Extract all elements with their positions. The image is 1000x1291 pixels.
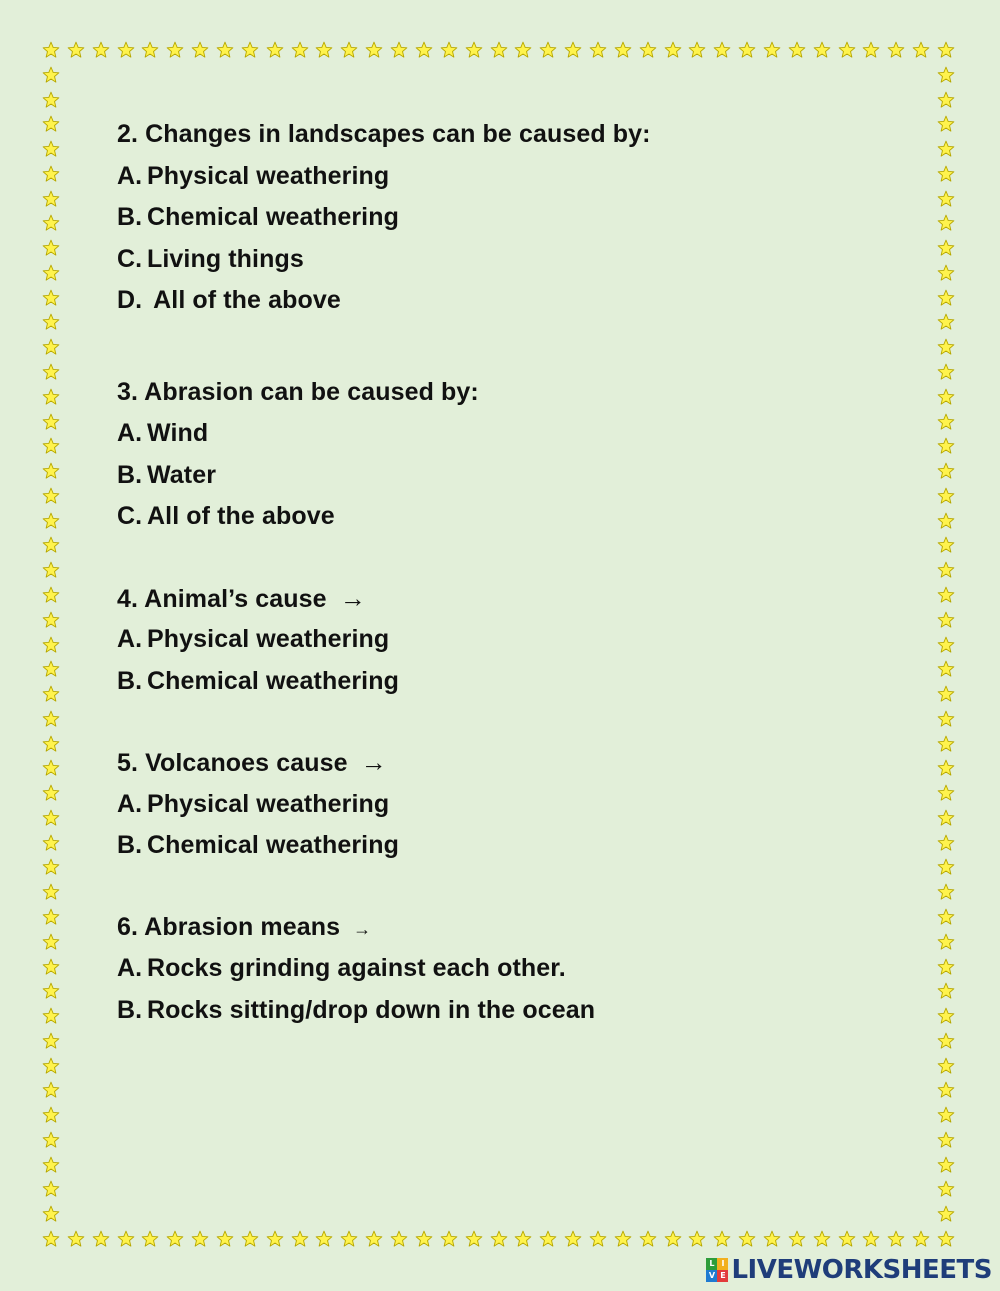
star-icon	[315, 41, 333, 59]
star-icon	[937, 363, 955, 381]
question-title	[117, 372, 897, 414]
star-icon	[42, 41, 60, 59]
option-text: Chemical weathering	[147, 666, 399, 695]
arrow-right-icon: →	[360, 747, 387, 777]
star-icon	[42, 91, 60, 109]
question-4	[117, 578, 897, 703]
star-icon	[937, 165, 955, 183]
star-icon	[738, 41, 756, 59]
star-icon	[862, 1230, 880, 1248]
option-letter: A.	[117, 625, 143, 653]
star-icon	[42, 289, 60, 307]
logo-letter: E	[717, 1270, 728, 1282]
arrow-right-icon: →	[339, 582, 366, 613]
option-a[interactable]	[117, 784, 897, 826]
option-letter: C.	[117, 502, 143, 530]
liveworksheets-logo-icon	[706, 1258, 728, 1282]
star-icon	[664, 41, 682, 59]
question-title-text: 5. Volcanoes cause	[117, 749, 348, 777]
star-icon	[42, 710, 60, 728]
star-icon	[937, 239, 955, 257]
star-icon	[141, 1230, 159, 1248]
star-icon	[42, 487, 60, 505]
star-icon	[937, 1205, 955, 1223]
option-c[interactable]	[117, 239, 897, 281]
star-icon	[42, 933, 60, 951]
star-icon	[42, 462, 60, 480]
star-icon	[937, 933, 955, 951]
star-icon	[42, 1106, 60, 1124]
star-icon	[937, 536, 955, 554]
star-icon	[67, 1230, 85, 1248]
star-icon	[166, 41, 184, 59]
logo-letter: V	[706, 1270, 717, 1282]
star-icon	[42, 982, 60, 1000]
star-icon	[937, 834, 955, 852]
star-icon	[862, 41, 880, 59]
star-icon	[440, 1230, 458, 1248]
option-letter: C.	[117, 244, 143, 273]
star-icon	[42, 115, 60, 133]
question-title	[117, 578, 897, 620]
star-icon	[42, 338, 60, 356]
star-icon	[937, 1131, 955, 1149]
star-icon	[117, 1230, 135, 1248]
star-icon	[42, 1131, 60, 1149]
star-icon	[937, 710, 955, 728]
star-icon	[937, 91, 955, 109]
star-icon	[42, 536, 60, 554]
star-icon	[589, 1230, 607, 1248]
star-icon	[937, 1156, 955, 1174]
star-icon	[465, 41, 483, 59]
option-a[interactable]	[117, 948, 897, 990]
star-icon	[937, 313, 955, 331]
star-icon	[42, 313, 60, 331]
question-title-text: 6. Abrasion means	[117, 912, 341, 941]
star-icon	[42, 784, 60, 802]
logo-letter: L	[706, 1258, 717, 1270]
star-icon	[241, 1230, 259, 1248]
question-title-text: 3. Abrasion can be caused by:	[117, 377, 479, 406]
option-letter: B.	[117, 203, 143, 231]
star-icon	[42, 239, 60, 257]
option-a[interactable]	[117, 413, 897, 455]
liveworksheets-watermark	[706, 1255, 992, 1285]
star-icon	[937, 908, 955, 926]
star-icon	[738, 1230, 756, 1248]
star-icon	[564, 1230, 582, 1248]
question-list	[117, 114, 897, 1031]
star-icon	[912, 41, 930, 59]
star-icon	[937, 462, 955, 480]
star-icon	[887, 41, 905, 59]
star-icon	[42, 363, 60, 381]
star-icon	[42, 883, 60, 901]
star-icon	[340, 1230, 358, 1248]
star-icon	[42, 1205, 60, 1223]
option-text: Chemical weathering	[147, 831, 399, 859]
option-text: All of the above	[147, 502, 335, 530]
star-icon	[813, 1230, 831, 1248]
star-icon	[42, 1230, 60, 1248]
star-icon	[92, 41, 110, 59]
star-icon	[937, 66, 955, 84]
spacer	[117, 538, 897, 578]
option-text: Water	[147, 460, 217, 489]
question-title	[117, 114, 897, 156]
star-icon	[490, 1230, 508, 1248]
star-icon	[42, 437, 60, 455]
star-icon	[937, 636, 955, 654]
star-icon	[67, 41, 85, 59]
star-icon	[763, 41, 781, 59]
star-icon	[838, 1230, 856, 1248]
star-icon	[42, 190, 60, 208]
option-letter: B.	[117, 460, 143, 489]
star-icon	[937, 958, 955, 976]
star-icon	[42, 66, 60, 84]
option-letter: D.	[117, 286, 143, 314]
star-icon	[42, 413, 60, 431]
star-icon	[937, 115, 955, 133]
star-icon	[42, 611, 60, 629]
watermark-text: LIVEWORKSHEETS	[731, 1255, 992, 1285]
star-icon	[937, 512, 955, 530]
option-text: Physical weathering	[147, 161, 390, 190]
star-icon	[42, 512, 60, 530]
option-text: Rocks sitting/drop down in the ocean	[147, 995, 596, 1024]
star-icon	[937, 611, 955, 629]
option-letter: B.	[117, 831, 143, 859]
star-icon	[937, 759, 955, 777]
star-icon	[42, 958, 60, 976]
star-icon	[639, 1230, 657, 1248]
star-icon	[92, 1230, 110, 1248]
option-text: All of the above	[147, 286, 341, 314]
option-b[interactable]	[117, 197, 897, 239]
star-icon	[390, 41, 408, 59]
star-icon	[912, 1230, 930, 1248]
star-icon	[937, 338, 955, 356]
option-letter: A.	[117, 161, 143, 190]
star-icon	[664, 1230, 682, 1248]
star-icon	[241, 41, 259, 59]
star-icon	[937, 1007, 955, 1025]
star-icon	[141, 41, 159, 59]
star-icon	[191, 41, 209, 59]
star-icon	[937, 190, 955, 208]
option-c[interactable]	[117, 496, 897, 538]
star-icon	[688, 1230, 706, 1248]
star-icon	[340, 41, 358, 59]
star-icon	[937, 140, 955, 158]
star-icon	[42, 388, 60, 406]
option-letter: B.	[117, 995, 143, 1024]
star-icon	[937, 487, 955, 505]
question-title-text: 2. Changes in landscapes can be caused by:	[117, 120, 651, 148]
option-text: Wind	[147, 419, 209, 447]
star-icon	[589, 41, 607, 59]
star-icon	[937, 1081, 955, 1099]
star-icon	[315, 1230, 333, 1248]
question-3	[117, 372, 897, 538]
option-letter: B.	[117, 666, 143, 695]
option-letter: A.	[117, 954, 143, 982]
option-letter: A.	[117, 789, 143, 818]
question-6	[117, 907, 897, 1032]
star-icon	[937, 784, 955, 802]
star-icon	[937, 735, 955, 753]
option-a[interactable]	[117, 619, 897, 661]
star-icon	[42, 735, 60, 753]
option-text: Chemical weathering	[147, 203, 399, 231]
star-icon	[937, 1032, 955, 1050]
star-icon	[713, 1230, 731, 1248]
question-title-text: 4. Animal’s cause	[117, 584, 327, 613]
option-b[interactable]	[117, 825, 897, 867]
star-icon	[937, 264, 955, 282]
star-icon	[415, 41, 433, 59]
star-icon	[42, 586, 60, 604]
star-icon	[42, 214, 60, 232]
star-icon	[191, 1230, 209, 1248]
star-icon	[42, 636, 60, 654]
star-icon	[937, 586, 955, 604]
star-icon	[42, 1180, 60, 1198]
star-icon	[937, 982, 955, 1000]
star-icon	[937, 289, 955, 307]
star-icon	[788, 1230, 806, 1248]
star-icon	[539, 41, 557, 59]
star-icon	[42, 1057, 60, 1075]
star-icon	[266, 41, 284, 59]
star-icon	[42, 1007, 60, 1025]
star-icon	[365, 1230, 383, 1248]
star-icon	[42, 264, 60, 282]
star-icon	[937, 413, 955, 431]
star-icon	[937, 660, 955, 678]
question-5	[117, 742, 897, 867]
option-text: Living things	[147, 244, 304, 273]
star-icon	[166, 1230, 184, 1248]
star-icon	[42, 759, 60, 777]
star-icon	[42, 1032, 60, 1050]
star-icon	[813, 41, 831, 59]
option-b[interactable]	[117, 455, 897, 497]
star-icon	[614, 1230, 632, 1248]
star-icon	[937, 809, 955, 827]
star-icon	[42, 165, 60, 183]
option-b[interactable]	[117, 661, 897, 703]
star-icon	[42, 1081, 60, 1099]
star-icon	[266, 1230, 284, 1248]
star-icon	[937, 858, 955, 876]
star-icon	[937, 1180, 955, 1198]
star-icon	[465, 1230, 483, 1248]
option-d[interactable]	[117, 280, 897, 322]
star-icon	[937, 437, 955, 455]
star-icon	[688, 41, 706, 59]
spacer	[117, 867, 897, 907]
arrow-right-icon: →	[353, 918, 372, 939]
star-icon	[937, 1057, 955, 1075]
option-text: Rocks grinding against each other.	[147, 954, 566, 982]
star-icon	[887, 1230, 905, 1248]
star-icon	[490, 41, 508, 59]
star-icon	[42, 834, 60, 852]
option-text: Physical weathering	[147, 789, 390, 818]
spacer	[117, 322, 897, 372]
star-icon	[937, 388, 955, 406]
star-icon	[763, 1230, 781, 1248]
star-icon	[216, 41, 234, 59]
option-letter: A.	[117, 419, 143, 447]
star-icon	[937, 41, 955, 59]
star-icon	[365, 41, 383, 59]
star-icon	[440, 41, 458, 59]
star-icon	[539, 1230, 557, 1248]
star-icon	[937, 561, 955, 579]
spacer	[117, 702, 897, 742]
star-icon	[42, 140, 60, 158]
question-title	[117, 742, 897, 784]
star-icon	[42, 660, 60, 678]
question-title	[117, 907, 897, 949]
option-text: Physical weathering	[147, 625, 390, 653]
star-icon	[838, 41, 856, 59]
star-icon	[42, 1156, 60, 1174]
star-icon	[42, 561, 60, 579]
star-icon	[937, 1106, 955, 1124]
star-icon	[937, 214, 955, 232]
option-a[interactable]	[117, 156, 897, 198]
star-icon	[937, 1230, 955, 1248]
star-icon	[514, 1230, 532, 1248]
star-icon	[514, 41, 532, 59]
star-icon	[937, 685, 955, 703]
star-icon	[937, 883, 955, 901]
star-icon	[42, 858, 60, 876]
star-icon	[291, 41, 309, 59]
logo-letter: I	[717, 1258, 728, 1270]
question-2	[117, 114, 897, 322]
star-icon	[390, 1230, 408, 1248]
star-icon	[639, 41, 657, 59]
star-icon	[614, 41, 632, 59]
option-b[interactable]	[117, 990, 897, 1032]
star-icon	[42, 685, 60, 703]
star-icon	[117, 41, 135, 59]
star-icon	[415, 1230, 433, 1248]
star-icon	[713, 41, 731, 59]
star-icon	[42, 809, 60, 827]
star-icon	[564, 41, 582, 59]
star-icon	[216, 1230, 234, 1248]
star-icon	[291, 1230, 309, 1248]
star-icon	[788, 41, 806, 59]
star-icon	[42, 908, 60, 926]
